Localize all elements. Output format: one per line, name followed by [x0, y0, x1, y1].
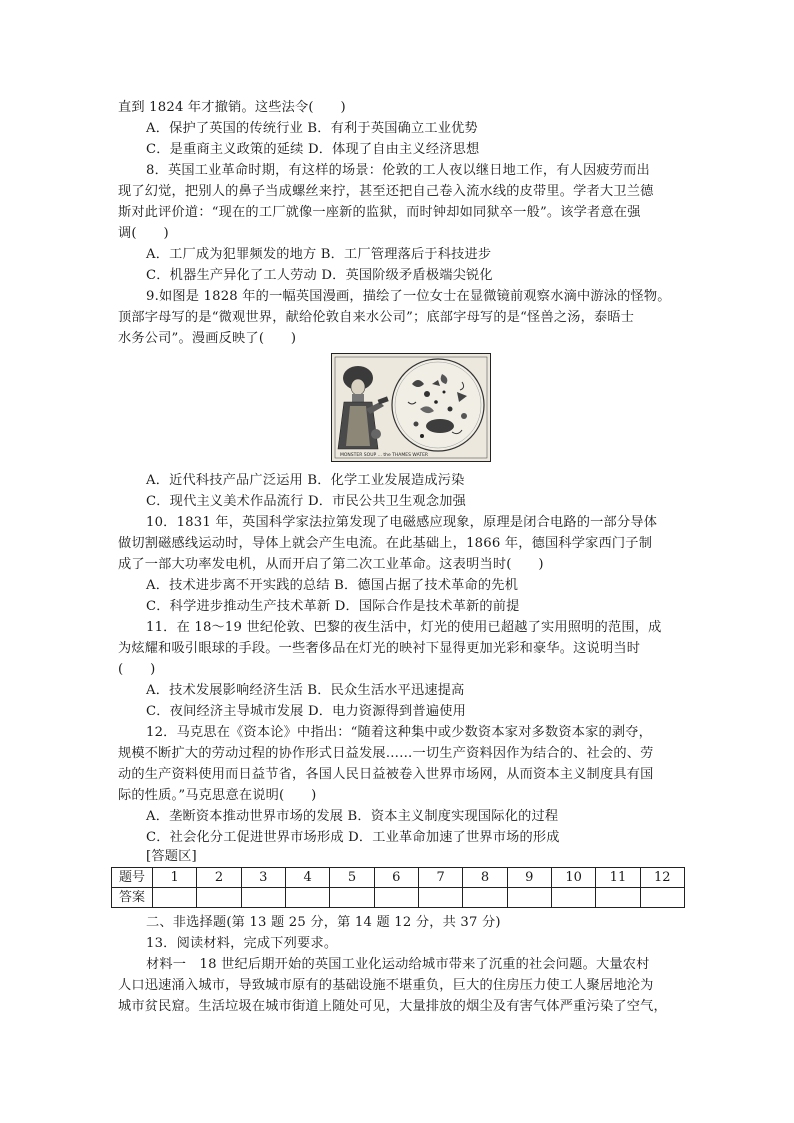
option-line: C．现代主义美术作品流行 D．市民公共卫生观念加强: [146, 494, 466, 509]
question-number-cell: 4: [285, 868, 329, 888]
answer-cell[interactable]: [596, 888, 640, 908]
text-line: 人口迅速涌入城市，导致城市原有的基础设施不堪重负，巨大的住房压力使工人聚居地沦为: [118, 978, 654, 993]
option-line: C．社会化分工促进世界市场形成 D．工业革命加速了世界市场的形成: [146, 830, 560, 845]
monster-soup-cartoon: [331, 353, 491, 462]
question-number-cell: 7: [418, 868, 462, 888]
text-line: 直到 1824 年才撤销。这些法令( ): [118, 100, 346, 115]
answer-cell[interactable]: [330, 888, 374, 908]
section-heading: 二、非选择题(第 13 题 25 分，第 14 题 12 分，共 37 分): [146, 915, 501, 930]
text-line: 水务公司”。漫画反映了( ): [118, 331, 297, 346]
text-line: 现了幻觉，把别人的鼻子当成螺丝来拧，甚至还把自己卷入流水线的皮带里。学者大卫兰德: [118, 184, 654, 199]
question-9-line: 9.如图是 1828 年的一幅英国漫画，描绘了一位女士在显微镜前观察水滴中游泳的怪物。: [146, 289, 671, 304]
question-8-line: 8．英国工业革命时期，有这样的场景：伦敦的工人夜以继日地工作，有人因疲劳而出: [146, 163, 650, 178]
answer-cell[interactable]: [418, 888, 462, 908]
material-1-line: 材料一 18 世纪后期开始的英国工业化运动给城市带来了沉重的社会问题。大量农村: [146, 957, 650, 972]
answer-cell[interactable]: [241, 888, 285, 908]
answer-area-label: [答题区]: [146, 849, 197, 864]
question-number-cell: 10: [551, 868, 595, 888]
text-line: 际的性质。”马克思意在说明( ): [118, 788, 317, 803]
water-droplet-circle: [392, 359, 484, 451]
text-line: 城市贫民窟。生活垃圾在城市街道上随处可见，大量排放的烟尘及有害气体严重污染了空气，: [118, 999, 667, 1014]
option-line: C．夜间经济主导城市发展 D．电力资源得到普遍使用: [146, 704, 466, 719]
question-number-cell: 11: [596, 868, 640, 888]
answer-cell[interactable]: [507, 888, 551, 908]
answer-cell[interactable]: [463, 888, 507, 908]
question-number-cell: 3: [241, 868, 285, 888]
text-line: 规模不断扩大的劳动过程的协作形式日益发展……一切生产资料因作为结合的、社会的、劳: [118, 746, 654, 761]
question-12-line: 12．马克思在《资本论》中指出：“随着这种集中或少数资本家对多数资本家的剥夺，: [146, 725, 653, 740]
option-line: A．技术发展影响经济生活 B．民众生活水平迅速提高: [146, 683, 465, 698]
option-line: C．科学进步推动生产技术革新 D．国际合作是技术革新的前提: [146, 599, 520, 614]
answer-cell[interactable]: [197, 888, 241, 908]
text-line: 做切割磁感线运动时，导体上就会产生电流。在此基础上，1866 年，德国科学家西门子制: [118, 536, 653, 551]
option-line: A．保护了英国的传统行业 B．有利于英国确立工业优势: [146, 121, 478, 136]
question-number-cell: 1: [153, 868, 197, 888]
option-line: A．垄断资本推动世界市场的发展 B．资本主义制度实现国际化的过程: [146, 809, 559, 824]
text-line: 动的生产资料使用而日益节省，各国人民日益被卷入世界市场网，从而资本主义制度具有国: [118, 767, 654, 782]
question-number-cell: 9: [507, 868, 551, 888]
text-line: 斯对此评价道：“现在的工厂就像一座新的监狱，而时钟却如同狱卒一般”。该学者意在强: [118, 205, 641, 220]
question-13-line: 13．阅读材料，完成下列要求。: [146, 936, 338, 951]
option-line: A．技术进步离不开实践的总结 B．德国占据了技术革命的先机: [146, 578, 519, 593]
question-10-line: 10．1831 年，英国科学家法拉第发现了电磁感应现象，原理是闭合电路的一部分导体: [146, 515, 658, 530]
text-line: 为炫耀和吸引眼球的手段。一些奢侈品在灯光的映衬下显得更加光彩和豪华。这说明当时: [118, 641, 641, 656]
cartoon-caption: MONSTER SOUP ... the THAMES WATER: [340, 453, 429, 458]
row-header: 答案: [112, 888, 153, 908]
answer-table: [111, 867, 685, 908]
question-number-cell: 8: [463, 868, 507, 888]
option-line: A．工厂成为犯罪频发的地方 B．工厂管理落后于科技进步: [146, 247, 492, 262]
answer-cell[interactable]: [374, 888, 418, 908]
text-line: 成了一部大功率发电机，从而开启了第二次工业革命。这表明当时( ): [118, 557, 544, 572]
text-line: 调( ): [118, 226, 169, 241]
option-line: A．近代科技产品广泛运用 B．化学工业发展造成污染: [146, 473, 465, 488]
question-number-cell: 12: [640, 868, 684, 888]
question-number-cell: 5: [330, 868, 374, 888]
option-line: C．机器生产异化了工人劳动 D．英国阶级矛盾极端尖锐化: [146, 268, 493, 283]
answer-cell[interactable]: [551, 888, 595, 908]
question-11-line: 11．在 18～19 世纪伦敦、巴黎的夜生活中，灯光的使用已超越了实用照明的范围，成: [146, 620, 662, 635]
text-line: 顶部字母写的是“微观世界，献给伦敦自来水公司”；底部字母写的是“怪兽之汤，泰晤士: [118, 310, 635, 325]
question-number-cell: 6: [374, 868, 418, 888]
answer-cell[interactable]: [153, 888, 197, 908]
answer-cell[interactable]: [285, 888, 329, 908]
text-line: ( ): [118, 662, 156, 677]
table-row: [112, 888, 685, 908]
table-row: [112, 868, 685, 888]
answer-cell[interactable]: [640, 888, 684, 908]
option-line: C．是重商主义政策的延续 D．体现了自由主义经济思想: [146, 142, 480, 157]
question-number-cell: 2: [197, 868, 241, 888]
row-header: 题号: [112, 868, 153, 888]
